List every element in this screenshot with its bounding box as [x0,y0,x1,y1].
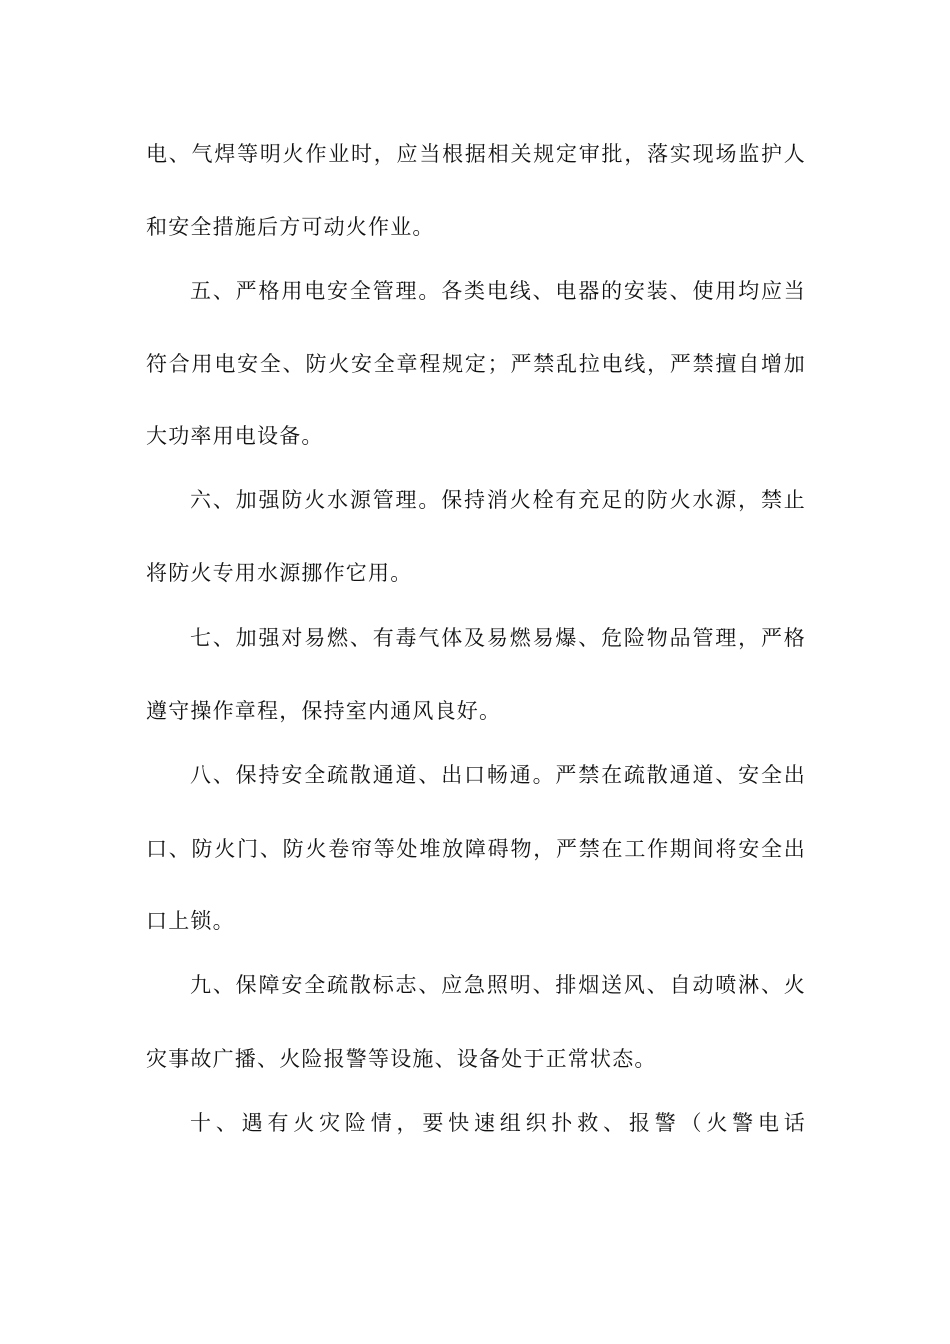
paragraph-line: 九、保障安全疏散标志、应急照明、排烟送风、自动喷淋、火 [190,973,806,997]
paragraph-line: 大功率用电设备。 [146,424,324,448]
paragraph-line: 十、遇有火灾险情，要快速组织扑救、报警（火警电话 [190,1111,806,1135]
paragraph-line: 电、气焊等明火作业时，应当根据相关规定审批，落实现场监护人 [146,142,806,166]
paragraph-line: 口上锁。 [146,909,235,933]
paragraph-line: 和安全措施后方可动火作业。 [146,215,435,239]
paragraph-line: 五、严格用电安全管理。各类电线、电器的安装、使用均应当 [190,279,806,303]
paragraph-line: 七、加强对易燃、有毒气体及易燃易爆、危险物品管理，严格 [190,626,806,650]
paragraph-line: 灾事故广播、火险报警等设施、设备处于正常状态。 [146,1047,657,1071]
paragraph-line: 遵守操作章程，保持室内通风良好。 [146,699,502,723]
paragraph-line: 将防火专用水源挪作它用。 [146,561,413,585]
paragraph-line: 八、保持安全疏散通道、出口畅通。严禁在疏散通道、安全出 [190,763,806,787]
paragraph-line: 口、防火门、防火卷帘等处堆放障碍物，严禁在工作期间将安全出 [146,837,806,861]
paragraph-line: 六、加强防火水源管理。保持消火栓有充足的防火水源，禁止 [190,488,806,512]
paragraph-line: 符合用电安全、防火安全章程规定；严禁乱拉电线，严禁擅自增加 [146,352,806,376]
